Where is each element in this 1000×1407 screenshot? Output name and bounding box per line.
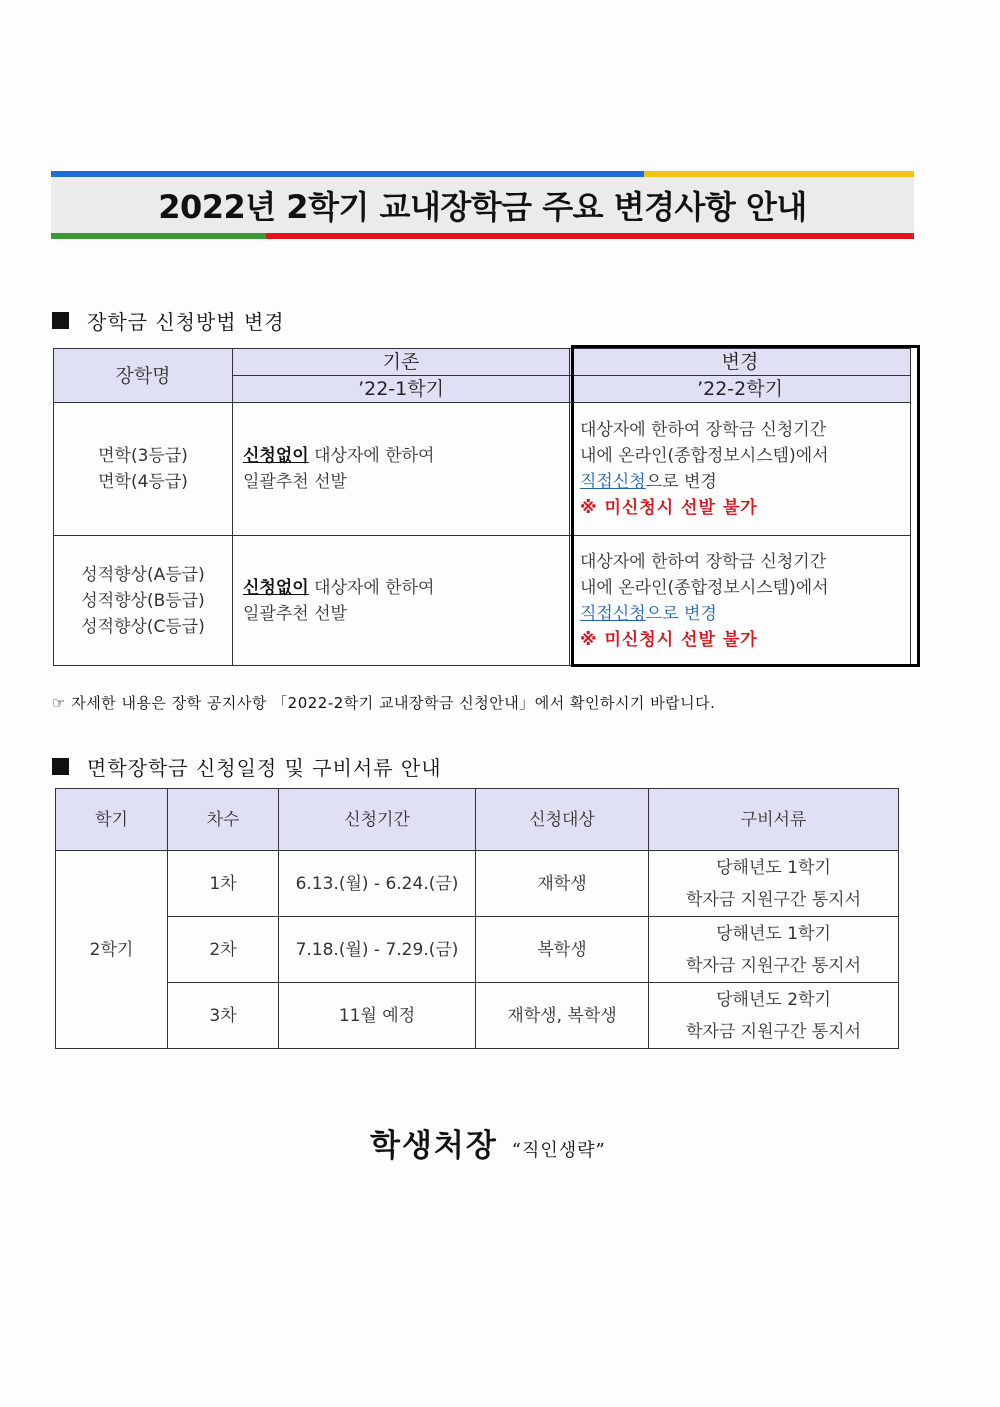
semester-cell: 2학기 xyxy=(56,851,168,1049)
emphasis-text: 신청없이 xyxy=(243,446,309,466)
title-bar-bottom-red xyxy=(266,233,914,239)
header-scholarship-name: 장학명 xyxy=(54,349,233,403)
new-method-cell xyxy=(570,536,911,666)
old-method-text: 일괄추천 선발 xyxy=(243,603,347,624)
target-cell: 재학생, 복학생 xyxy=(476,983,649,1049)
method-change-table xyxy=(53,348,911,666)
old-method-text: 대상자에 한하여 xyxy=(308,577,435,598)
notice-text: ☞ 자세한 내용은 장학 공지사항 「2022-2학기 교내장학금 신청안내」에서 확인하시기 바랍니다. xyxy=(52,694,716,712)
header-period: 신청기간 xyxy=(279,789,476,851)
target-cell: 복학생 xyxy=(476,917,649,983)
scholarship-name-cell xyxy=(54,536,233,666)
header-new-semester: ’22-2학기 xyxy=(570,376,911,403)
scholarship-name: 성적향상(C등급) xyxy=(81,616,205,637)
documents-cell xyxy=(649,917,899,983)
page-title: 2022년 2학기 교내장학금 주요 변경사항 안내 xyxy=(158,188,807,226)
period-cell: 11월 예정 xyxy=(279,983,476,1049)
table-row xyxy=(56,983,899,1049)
document-text: 당해년도 2학기 xyxy=(716,989,831,1010)
new-method-text: 내에 온라인(종합정보시스템)에서 xyxy=(580,446,829,466)
old-method-text: 일괄추천 선발 xyxy=(243,472,347,492)
warning-text: ※ 미신청시 선발 불가 xyxy=(580,498,758,518)
document-text: 당해년도 1학기 xyxy=(716,857,831,878)
scholarship-name: 성적향상(B등급) xyxy=(81,590,205,611)
header-semester: 학기 xyxy=(56,789,168,851)
new-method-cell xyxy=(570,403,911,536)
document-text: 학자금 지원구간 통지서 xyxy=(685,1021,862,1042)
title-banner xyxy=(51,177,914,233)
header-round: 차수 xyxy=(168,789,279,851)
table-row xyxy=(56,851,899,917)
documents-cell xyxy=(649,851,899,917)
scholarship-name-cell xyxy=(54,403,233,536)
new-method-text: 으로 변경 xyxy=(645,603,717,624)
table-row xyxy=(56,917,899,983)
warning-text: ※ 미신청시 선발 불가 xyxy=(580,629,758,650)
document-text: 학자금 지원구간 통지서 xyxy=(685,955,862,976)
documents-cell xyxy=(649,983,899,1049)
header-new: 변경 xyxy=(570,349,911,376)
schedule-table xyxy=(55,788,899,1049)
section2-heading-text: 면학장학금 신청일정 및 구비서류 안내 xyxy=(87,756,442,780)
old-method-text: 대상자에 한하여 xyxy=(308,446,435,466)
document-text: 학자금 지원구간 통지서 xyxy=(685,889,862,910)
square-bullet-icon xyxy=(52,758,69,775)
old-method-cell xyxy=(233,403,570,536)
header-documents: 구비서류 xyxy=(649,789,899,851)
header-old-semester: ’22-1학기 xyxy=(233,376,570,403)
title-bar-bottom-green xyxy=(51,233,266,239)
round-cell: 3차 xyxy=(168,983,279,1049)
direct-apply-link-text: 직접신청 xyxy=(580,603,646,624)
new-method-text: 으로 변경 xyxy=(645,472,717,492)
period-cell: 7.18.(월) - 7.29.(금) xyxy=(279,917,476,983)
section1-heading xyxy=(52,306,285,335)
old-method-cell xyxy=(233,536,570,666)
table-row xyxy=(54,403,911,536)
new-method-text: 내에 온라인(종합정보시스템)에서 xyxy=(580,577,829,598)
target-cell: 재학생 xyxy=(476,851,649,917)
direct-apply-link-text: 직접신청 xyxy=(580,472,646,492)
scholarship-name: 면학(4등급) xyxy=(98,472,188,492)
header-target: 신청대상 xyxy=(476,789,649,851)
section2-heading xyxy=(52,752,442,781)
scholarship-name: 성적향상(A등급) xyxy=(81,564,205,585)
square-bullet-icon xyxy=(52,312,69,329)
signature-block xyxy=(370,1120,606,1165)
emphasis-text: 신청없이 xyxy=(243,577,309,598)
scholarship-name: 면학(3등급) xyxy=(98,446,188,466)
new-method-text: 대상자에 한하여 장학금 신청기간 xyxy=(580,551,827,572)
table-row xyxy=(54,536,911,666)
period-cell: 6.13.(월) - 6.24.(금) xyxy=(279,851,476,917)
section1-heading-text: 장학금 신청방법 변경 xyxy=(87,310,285,334)
round-cell: 2차 xyxy=(168,917,279,983)
signature-title: 학생처장 xyxy=(370,1128,498,1164)
new-method-text: 대상자에 한하여 장학금 신청기간 xyxy=(580,420,827,440)
document-text: 당해년도 1학기 xyxy=(716,923,831,944)
header-old: 기존 xyxy=(233,349,570,376)
round-cell: 1차 xyxy=(168,851,279,917)
seal-omitted-text: “직인생략” xyxy=(511,1140,606,1161)
